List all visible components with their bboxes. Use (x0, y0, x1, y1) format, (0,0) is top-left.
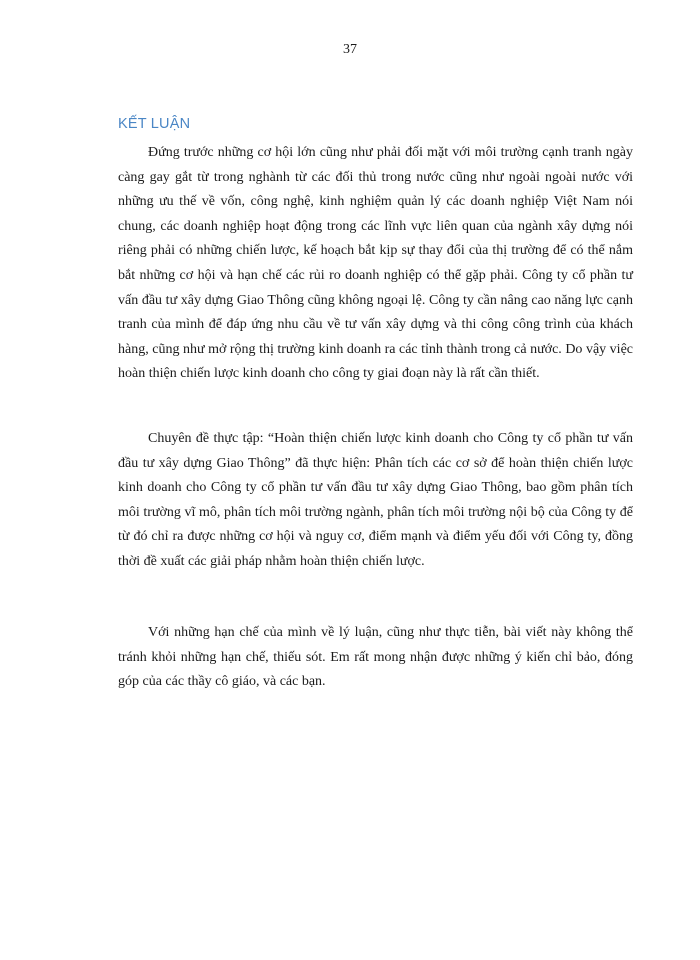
paragraph-1: Đứng trước những cơ hội lớn cũng như phải đối mặt với môi trường cạnh tranh ngày càng gay gắt từ trong nghành từ các đối thủ trong nước cũng như ngoài ngoài nước với những ưu thế về vốn, công nghệ, kinh nghiệm quản lý các doanh nghiệp Việt Nam nói chung, các doanh nghiệp hoạt động trong các lĩnh vực liên quan của ngành xây dựng nói riêng phải có những chiến lược, kế hoạch bắt kịp sự thay đổi của thị trường để có thể nắm bắt những cơ hội và hạn chế các rủi ro doanh nghiệp có thể gặp phải. Công ty cổ phần tư vấn đầu tư xây dựng Giao Thông cũng không ngoại lệ. Công ty cần nâng cao năng lực cạnh tranh của mình để đáp ứng nhu cầu về tư vấn xây dựng và thi công công trình của khách hàng, cũng như mở rộng thị trường kinh doanh ra các tỉnh thành trong cả nước. Do vậy việc hoàn thiện chiến lược kinh doanh cho công ty giai đoạn này là rất cần thiết. (118, 145, 633, 382)
page-number: 37 (343, 42, 357, 57)
section-heading: KẾT LUẬN (118, 116, 191, 132)
paragraph-2: Chuyên đề thực tập: “Hoàn thiện chiến lược kinh doanh cho Công ty cổ phần tư vấn đầu tư xây dựng Giao Thông” đã thực hiện: Phân tích các cơ sở để hoàn thiện chiến lược kinh doanh cho Công ty cổ phần tư vấn đầu tư xây dựng Giao Thông, bao gồm phân tích môi trường vĩ mô, phân tích môi trường ngành, phân tích môi trường nội bộ của Công ty để từ đó chỉ ra được những cơ hội và nguy cơ, điểm mạnh và điểm yếu đối với Công ty, đồng thời đề xuất các giải pháp nhằm hoàn thiện chiến lược. (118, 431, 633, 569)
paragraph-3: Với những hạn chế của mình về lý luận, cũng như thực tiễn, bài viết này không thể tránh khỏi những hạn chế, thiếu sót. Em rất mong nhận được những ý kiến chỉ bảo, đóng góp của các thầy cô giáo, và các bạn. (118, 625, 633, 690)
